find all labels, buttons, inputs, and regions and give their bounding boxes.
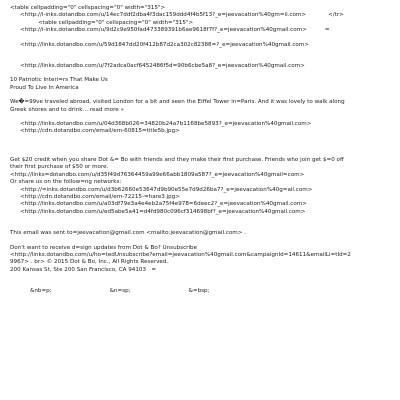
text-line bbox=[10, 259, 395, 266]
text-line bbox=[10, 245, 395, 252]
article-title: 10 Patriotic Interi=rs That Make Us bbox=[10, 77, 108, 84]
text-fragment: <table cellpadding="0" cellspacing="0" width="315"> bbox=[38, 19, 194, 26]
article-body: Greek shores and to drink… read more » bbox=[10, 106, 124, 113]
spacer bbox=[10, 150, 395, 157]
text-line bbox=[10, 85, 395, 92]
text-fragment: </tr> bbox=[328, 12, 344, 19]
text-line bbox=[10, 267, 395, 274]
article-body: We�=99ve traveled abroad, visited London for a bit and seen the Eiffel Tower in=Paris. And it was lovely to walk along bbox=[10, 99, 345, 106]
text-line bbox=[10, 157, 395, 164]
spacer bbox=[10, 114, 395, 121]
text-line bbox=[10, 77, 395, 84]
text-line bbox=[10, 179, 395, 186]
entity-text: &=bsp; bbox=[188, 288, 210, 295]
link-text: <http://cdn.dotandbo.com/email/em-60815=title5b.jpg> bbox=[20, 128, 180, 135]
spacer bbox=[10, 216, 395, 223]
spacer bbox=[10, 49, 395, 56]
link-text: <http://links=dotandbo.com/u/d35f49d76364459a99e66abb1809a587?_e=jeevacation%40gmail=com> bbox=[10, 171, 305, 178]
text-line bbox=[10, 5, 395, 12]
spacer bbox=[10, 143, 395, 150]
text-line bbox=[10, 42, 395, 49]
link-text: <http://links.dotandbo.com/u/ed5abe5a41=d4fd980c096cf314698bf?_e=jeevacation%40gmail.com> bbox=[20, 208, 306, 215]
link-text: <http://links.dotandbo.com/u/a03df79e3a4e4eb2a75f4e978=6deec2?_e=jeevacation%40gmail.com> bbox=[20, 201, 307, 208]
link-text: <http://l-inks.dotandbo.com/u/14ec7ddf2dba4f3dac159ddd4f4b5f13?_e=jeevacation%40gm=il.com> bbox=[20, 12, 307, 19]
text-line bbox=[10, 27, 395, 34]
address-text: 200 Kansas St, Ste 200 San Francisco, CA 94103 = bbox=[10, 266, 157, 273]
spacer bbox=[10, 238, 395, 245]
spacer bbox=[10, 136, 395, 143]
entity-text: &n=sp; bbox=[109, 288, 131, 295]
spacer bbox=[10, 281, 395, 288]
footer-text: This email was sent to=jeevacation@gmail.com <mailto:jeevacation@gmail.com> . bbox=[10, 230, 246, 237]
email-source-document bbox=[10, 5, 395, 296]
footer-text: Don't want to receive d=sign updates from Dot & Bo? Unsubscribe bbox=[10, 244, 198, 251]
entity-text: &nb=p; bbox=[30, 288, 52, 295]
text-line bbox=[10, 201, 395, 208]
link-text: <http://links.dotandbo.com/u/ho=tedUnsubscribe?email=jeevacation%40gmail.com&campaignId=14611&emailLi=tId=2 bbox=[10, 251, 351, 258]
text-line bbox=[10, 209, 395, 216]
link-text: <http://i-inks.dotandbo.com/u/9d2c9e950fad473389391b6ae9618f7f?_e=jeevacation%40gmail.com> bbox=[20, 27, 307, 34]
text-fragment: = bbox=[324, 27, 330, 34]
text-line bbox=[10, 99, 395, 106]
promo-text: Or share us on the follow=ng networks: bbox=[10, 179, 122, 186]
text-line bbox=[10, 172, 395, 179]
promo-text: their first purchase of $50 or more. bbox=[10, 164, 109, 171]
text-line bbox=[10, 63, 395, 70]
article-title: Proud To Live In America bbox=[10, 84, 79, 91]
text-line bbox=[10, 288, 395, 295]
spacer bbox=[10, 223, 395, 230]
link-text: <http://links.dotandbo.com/u/04d368b026=34820b24a7b1168be5893?_e=jeevacation%40gmail.com> bbox=[20, 121, 312, 128]
link-text: <http://cdn.dotandbo.com/email/em-72215-=hare3.jpg> bbox=[20, 193, 180, 200]
spacer bbox=[10, 274, 395, 281]
spacer bbox=[10, 56, 395, 63]
link-text: <http://=inks.dotandbo.com/u/d3b62660e53647d9b90e55e7d9d26ba7?_e=jeevacation%40g=ail.com> bbox=[20, 186, 313, 193]
text-line bbox=[10, 107, 395, 114]
text-fragment: <table cellpadding="0" cellspacing="0" width="315"> bbox=[10, 5, 166, 11]
link-text: <http://links.dotandbo.com/u/59d1847dd20f412b87d2ca302c82388=?_e=jeevacation%40gmail.com> bbox=[20, 41, 309, 48]
footer-text: 9967> . br> © 2015 Dot & Bo, Inc., All Rights Reserved. bbox=[10, 259, 169, 266]
spacer bbox=[10, 70, 395, 77]
text-line bbox=[10, 121, 395, 128]
text-line bbox=[10, 164, 395, 171]
promo-text: Get $20 credit when you share Dot &= Bo with friends and they make their first purchase. Friends who join get $=0 off bbox=[10, 156, 344, 163]
text-line bbox=[10, 187, 395, 194]
link-text: <http://links.dotandbo.com/u/7f2adca0acf6452486f5d=90b6cbe5a8?_e=jeevacation%40gmail.com> bbox=[20, 63, 305, 70]
spacer bbox=[10, 35, 395, 42]
text-line bbox=[10, 230, 395, 237]
text-line bbox=[10, 194, 395, 201]
text-line bbox=[10, 20, 395, 27]
text-line bbox=[10, 128, 395, 135]
text-line bbox=[10, 12, 395, 19]
